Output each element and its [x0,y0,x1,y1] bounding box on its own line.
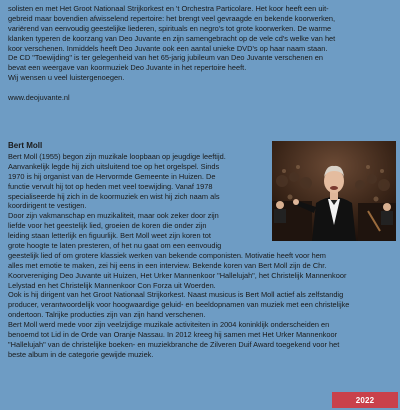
intro-line: De CD "Toewijding" is ter gelegenheid van het 65-jarig jubileum van Deo Juvante verschenen en [8,53,324,63]
bio-line: Koorvereniging Deo Juvante uit Huizen, Het Urker Mannenkoor "Hallelujah", het Christelijk Mannenkoor [8,270,347,280]
intro-line: gebreid maar bovendien afwisselend repertoire: het brengt veel gevraagde en bekende koorwerken, [8,13,336,23]
bio-heading: Bert Moll [8,141,43,150]
watermark-badge: 2022 [332,392,398,408]
bio-text-left [8,152,270,241]
bio-line: geestelijk lied of om grotere klassiek werken van bekende componisten. Motivatie heeft voor hem [8,250,326,260]
intro-line: Wij wensen u veel luistergenoegen. [8,73,125,83]
intro-line: koor verschenen. Inmiddels heeft Deo Juvante ook een aantal unieke DVD's op haar naam staan. [8,43,328,53]
intro-line: solisten en met Het Groot Nationaal Strijkorkest en 't Orchestra Particolare. Het koor heeft een uit- [8,4,329,13]
bio-line: ondertoon. Talrijke producties zijn van zijn hand verschenen. [8,310,206,320]
intro-line [8,83,394,93]
intro-text [8,4,394,103]
bio-line: producer, verantwoordelijk voor hoogwaardige geluid- en beeldopnamen van muziek met een christelijke [8,300,350,310]
bio-line: functie vervult hij tot op heden met veel toewijding. Vanaf 1978 [8,181,213,191]
bio-line: specialiseerde hij zich in de koormuziek en wist hij zich naam als [8,191,220,201]
bio-line: grote hoogte te laten presteren, of het nu gaat om een eenvoudig [8,241,222,250]
intro-line: variërend van eenvoudig geestelijke liederen, spirituals en negro's tot grote koorwerken. De warme [8,23,332,33]
bio-text-full [8,241,394,360]
bio-line: Aanvankelijk legde hij zich uitsluitend toe op het orgelspel. Sinds [8,161,220,171]
website-link[interactable]: www.deojuvante.nl [8,93,70,103]
bio-line: "Hallelujah" van de christelijke boeken- en muziekbranche de Zilveren Duif Award toegekend voor het [8,339,340,349]
intro-line: bevat een weergave van koormuziek Deo Juvante in het repertoire heeft. [8,63,247,73]
bio-line: leiding staan letterlijk en figuurlijk. Bert Moll weet zijn koren tot [8,231,211,241]
conductor-photo-illustration [272,141,396,241]
bio-line: Bert Moll (1955) begon zijn muzikale loopbaan op jeugdige leeftijd. [8,152,226,161]
bio-line: beste album in de categorie gewijde muziek. [8,349,154,359]
bio-line: Ook is hij dirigent van het Groot Nationaal Strijkorkest. Naast musicus is Bert Moll actief als zelfstandig [8,290,344,300]
intro-line: klanken typeren de koorzang van Deo Juvante en zijn samengebracht op de vele cd's welke van het [8,33,336,43]
bio-line: Lelystad en het Christelijk Mannenkoor Con Forza uit Woerden. [8,280,216,290]
conductor-photo [272,141,396,241]
bio-line: Bert Moll werd mede voor zijn veelzijdige muzikale activiteiten in 2004 koninklijk onderscheiden en [8,320,330,330]
bio-line: 1970 is hij organist van de Hervormde Gemeente in Huizen. De [8,171,216,181]
bio-line: benoemd tot Lid in de Orde van Oranje Nassau. In 2012 kreeg hij samen met Het Urker Mannenkoor [8,330,338,340]
bio-line: Door zijn vakmanschap en muzikaliteit, maar ook zeker door zijn [8,211,219,221]
bio-line: liefde voor het geestelijk lied, groeien de koren die onder zijn [8,221,207,231]
bio-line: koordirigent te vestigen. [8,201,87,211]
bio-line: alles met emotie te maken, zei hij eens in een interview. Bekende koren van Bert Moll zijn de Chr. [8,260,327,270]
